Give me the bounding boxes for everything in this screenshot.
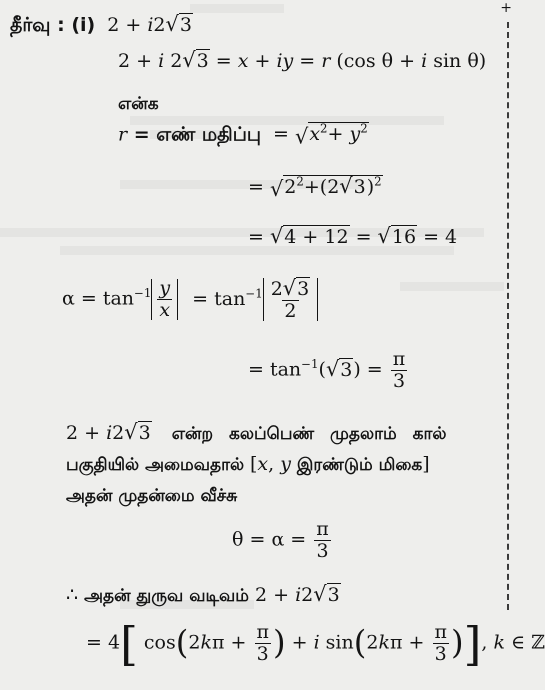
theta-line: θ = α = $\frac{\pi}{3}$ xyxy=(232,518,329,562)
bleed-through xyxy=(190,4,284,13)
corner-plus-mark: + xyxy=(500,0,512,16)
let-word: என்க xyxy=(118,94,159,114)
complex-form-line: 2 + i 2√3 = x + iy = r (cos θ + i sin θ) xyxy=(118,48,487,72)
alpha-line: $\alpha = \tan^{-1}$ $\frac{y}{x}$ = $\tan^{-1}$ $\frac{2√3}{2}$ xyxy=(62,278,318,321)
modulus-result: = √4 + 12 = √16 = 4 xyxy=(248,224,458,248)
solution-label: தீர்வு : (i) xyxy=(10,14,96,36)
para-line-1: 2 + i2√3 என்ற கலப்பெண் முதலாம் கால் xyxy=(66,420,447,444)
margin-dashed-line xyxy=(507,22,509,610)
para-line-2: பகுதியில் அமைவதால் [x, y இரண்டும் மிகை] xyxy=(66,453,430,475)
solution-heading xyxy=(10,14,193,35)
polar-form-line: = 4[ cos(2kπ + $\frac{\pi}{3}$ ) + i sin(2kπ + $\frac{\pi}{3}$ )], k ∈ ℤ xyxy=(86,618,545,671)
modulus-label: r = எண் மதிப்பு xyxy=(118,123,261,146)
modulus-line: r = எண் மதிப்பு = $√x^2+ y^2$ xyxy=(118,122,368,149)
heading-expression: 2 + i2√3 xyxy=(107,12,192,36)
modulus-substitution: = $√2^2+(2√3)^2$ xyxy=(248,174,382,202)
alpha-result: = $\tan^{-1}(√3)$ = $\frac{\pi}{3}$ xyxy=(248,348,406,392)
polar-form-intro: ∴ அதன் துருவ வடிவம் 2 + i2√3 xyxy=(66,582,340,606)
para-line-3: அதன் முதன்மை வீச்சு xyxy=(66,486,238,506)
bleed-through xyxy=(400,282,504,291)
